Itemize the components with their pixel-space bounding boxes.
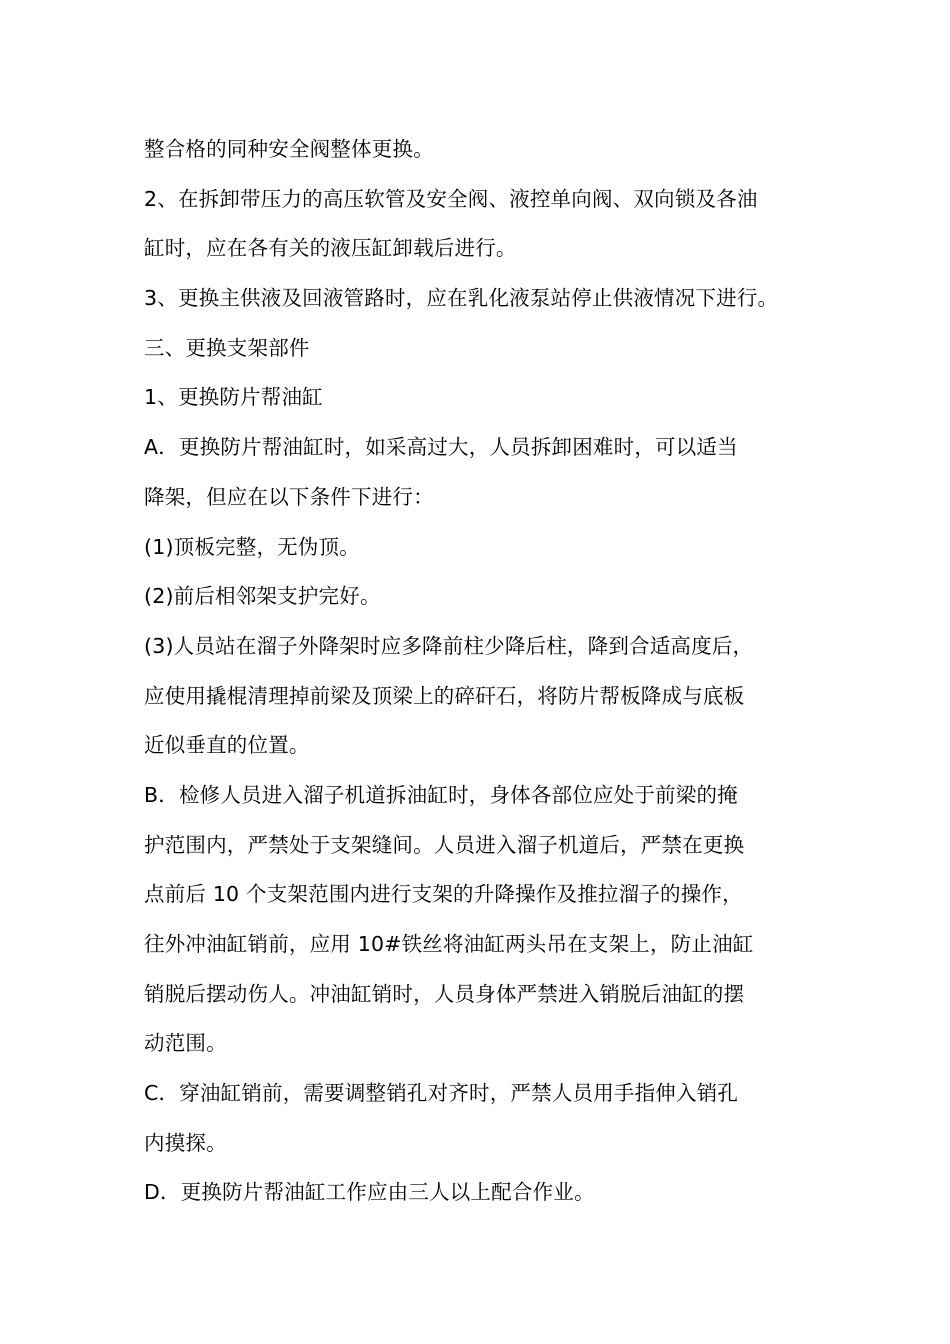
condition-item-2: (2)前后相邻架支护完好。 (144, 584, 381, 609)
paragraph-line: 往外冲油缸销前，应用 10#铁丝将油缸两头吊在支架上，防止油缸 (144, 932, 754, 956)
paragraph-line: 降架，但应在以下条件下进行： (144, 484, 434, 509)
paragraph-line: 缸时，应在各有关的液压缸卸载后进行。 (144, 236, 517, 261)
section-heading: 三、更换支架部件 (144, 335, 310, 360)
paragraph-line-item-2: 2、在拆卸带压力的高压软管及安全阀、液控单向阀、双向锁及各油 (144, 186, 758, 211)
paragraph-line: 点前后 10 个支架范围内进行支架的升降操作及推拉溜子的操作， (144, 882, 743, 907)
paragraph-line: 动范围。 (144, 1031, 227, 1056)
paragraph-line-item-c: C．穿油缸销前，需要调整销孔对齐时，严禁人员用手指伸入销孔 (144, 1081, 739, 1106)
paragraph-line-item-b: B．检修人员进入溜子机道拆油缸时，身体各部位应处于前梁的掩 (144, 782, 738, 807)
paragraph-line-item-a: A．更换防片帮油缸时，如采高过大，人员拆卸困难时，可以适当 (144, 435, 738, 460)
paragraph-line-item-d: D．更换防片帮油缸工作应由三人以上配合作业。 (144, 1180, 595, 1205)
paragraph-line: 销脱后摆动伤人。冲油缸销时，人员身体严禁进入销脱后油缸的摆 (144, 981, 745, 1006)
subsection-heading: 1、更换防片帮油缸 (144, 385, 323, 410)
paragraph-line: 近似垂直的位置。 (144, 733, 310, 758)
paragraph-line: 应使用撬棍清理掉前梁及顶梁上的碎矸石，将防片帮板降成与底板 (144, 683, 745, 708)
condition-item-3: (3)人员站在溜子外降架时应多降前柱少降后柱，降到合适高度后， (144, 633, 754, 658)
condition-item-1: (1)顶板完整，无伪顶。 (144, 534, 360, 559)
paragraph-line: 内摸探。 (144, 1130, 227, 1155)
paragraph-line: 护范围内，严禁处于支架缝间。人员进入溜子机道后，严禁在更换 (144, 832, 745, 857)
paragraph-line-item-3: 3、更换主供液及回液管路时，应在乳化液泵站停止供液情况下进行。 (144, 286, 779, 311)
paragraph-line-continuation: 整合格的同种安全阀整体更换。 (144, 137, 434, 161)
body-text (144, 125, 844, 1218)
